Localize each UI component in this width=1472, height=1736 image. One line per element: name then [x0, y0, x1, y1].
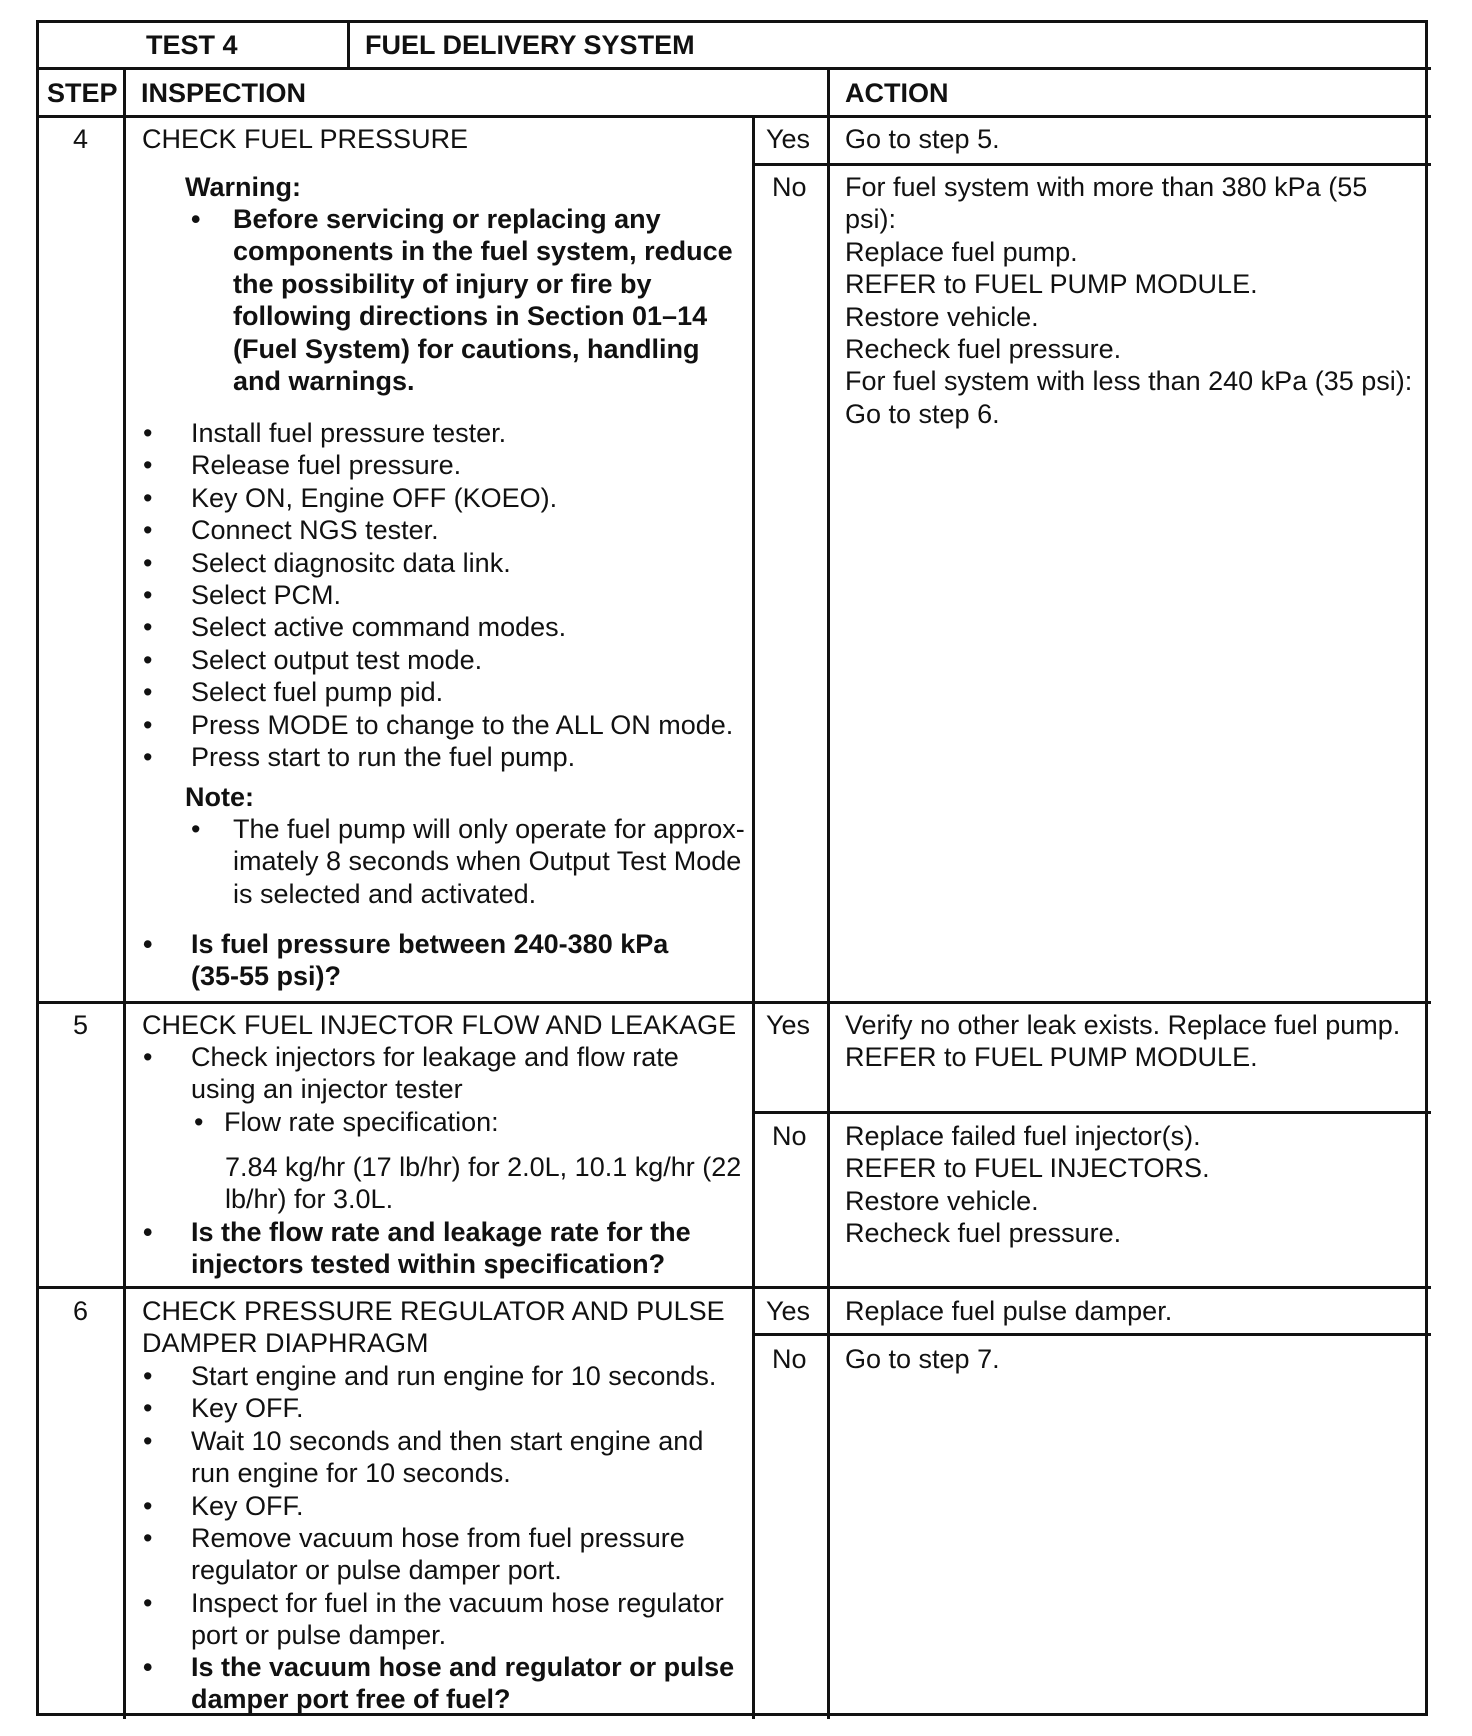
list-item: • Select diagnositc data link.	[191, 547, 733, 579]
col-header-inspection: INSPECTION	[141, 78, 307, 108]
step-question: • Is the vacuum hose and regulator or pulse damper port free of fuel?	[191, 1651, 734, 1716]
no-action: Go to step 7.	[845, 1344, 1000, 1374]
note-text: • The fuel pump will only operate for approx- imately 8 seconds when Output Test Mode is selected and activated.	[233, 813, 745, 910]
rule	[827, 67, 830, 1719]
list-item: • Select output test mode.	[191, 644, 733, 676]
rule	[123, 67, 126, 1719]
list-item: • Press MODE to change to the ALL ON mode.	[191, 709, 733, 741]
sub-bullet: • Flow rate specification:	[194, 1107, 499, 1137]
list-item: • Inspect for fuel in the vacuum hose regulator	[191, 1587, 724, 1619]
list-item: • Select active command modes.	[191, 611, 733, 643]
list-item: • Key OFF.	[191, 1392, 724, 1424]
list-item: • Wait 10 seconds and then start engine and	[191, 1425, 724, 1457]
rule	[752, 115, 755, 1719]
yes-action: Replace fuel pulse damper.	[845, 1296, 1173, 1326]
list-item: • Release fuel pressure.	[191, 449, 733, 481]
col-header-action: ACTION	[845, 78, 949, 108]
list-item: • Remove vacuum hose from fuel pressure	[191, 1522, 724, 1554]
no-label: No	[772, 172, 807, 202]
list-item: • Start engine and run engine for 10 seconds.	[191, 1360, 724, 1392]
list-item: • Select PCM.	[191, 579, 733, 611]
no-label: No	[772, 1121, 807, 1151]
rule	[39, 1286, 1431, 1289]
col-header-step: STEP	[47, 78, 118, 108]
rule	[39, 1001, 1431, 1004]
warning-label: Warning:	[185, 172, 301, 202]
yes-label: Yes	[766, 1010, 811, 1040]
list-item: • Select fuel pump pid.	[191, 676, 733, 708]
step-number: 4	[73, 124, 89, 154]
note-label: Note:	[185, 782, 254, 812]
yes-label: Yes	[766, 1296, 811, 1326]
yes-action: Verify no other leak exists. Replace fuel pump. REFER to FUEL PUMP MODULE.	[845, 1010, 1401, 1073]
list-item: • Key OFF.	[191, 1490, 724, 1522]
no-action: For fuel system with more than 380 kPa (55 psi): Replace fuel pump. REFER to FUEL PUMP MODULE. Restore vehicle. Recheck fuel pressure. For fuel system with less than 240 kPa (35 psi): Go to step 6.	[845, 172, 1413, 429]
list-item: • Key ON, Engine OFF (KOEO).	[191, 482, 733, 514]
rule	[39, 115, 1431, 118]
procedure-table	[36, 20, 1428, 1716]
page-title: FUEL DELIVERY SYSTEM	[365, 30, 695, 60]
rule	[752, 163, 1431, 166]
warning-text: • Before servicing or replacing any components in the fuel system, reduce the possibility of injury or fire by following directions in Section 01–14 (Fuel System) for cautions, handling and warnings.	[233, 203, 733, 397]
rule	[347, 23, 350, 69]
flow-spec: 7.84 kg/hr (17 lb/hr) for 2.0L, 10.1 kg/hr (22 lb/hr) for 3.0L.	[225, 1152, 742, 1215]
step-title: CHECK PRESSURE REGULATOR AND PULSE DAMPER DIAPHRAGM	[142, 1296, 725, 1359]
step-title: CHECK FUEL PRESSURE	[142, 124, 469, 154]
step-number: 5	[73, 1010, 89, 1040]
no-action: Replace failed fuel injector(s). REFER to FUEL INJECTORS. Restore vehicle. Recheck fuel pressure.	[845, 1121, 1210, 1249]
step-question: • Is the flow rate and leakage rate for the injectors tested within specification?	[191, 1216, 691, 1281]
rule	[752, 1333, 1431, 1336]
list-item: • Press start to run the fuel pump.	[191, 741, 733, 773]
step-bullet-list: • Check injectors for leakage and flow rate using an injector tester	[191, 1041, 679, 1106]
step-question: • Is fuel pressure between 240-380 kPa (35-55 psi)?	[191, 928, 668, 993]
step-bullet-list: • Start engine and run engine for 10 seconds. • Key OFF. • Wait 10 seconds and then start engine and run engine for 10 seconds. • Key OFF. • Remove vacuum hose from fuel pressure regulator or pulse damper port. • Inspect for fuel in the vacuum hose regulator port or pulse damper.	[191, 1360, 724, 1652]
step-number: 6	[73, 1296, 89, 1326]
no-label: No	[772, 1344, 807, 1374]
rule	[39, 67, 1431, 70]
yes-label: Yes	[766, 124, 811, 154]
list-item: • Install fuel pressure tester.	[191, 417, 733, 449]
list-item: • Check injectors for leakage and flow rate	[191, 1041, 679, 1073]
list-item: • Connect NGS tester.	[191, 514, 733, 546]
yes-action: Go to step 5.	[845, 124, 1000, 154]
step-title: CHECK FUEL INJECTOR FLOW AND LEAKAGE	[142, 1010, 737, 1040]
step-bullet-list	[191, 417, 733, 773]
test-label: TEST 4	[146, 30, 238, 60]
rule	[752, 1111, 1431, 1114]
